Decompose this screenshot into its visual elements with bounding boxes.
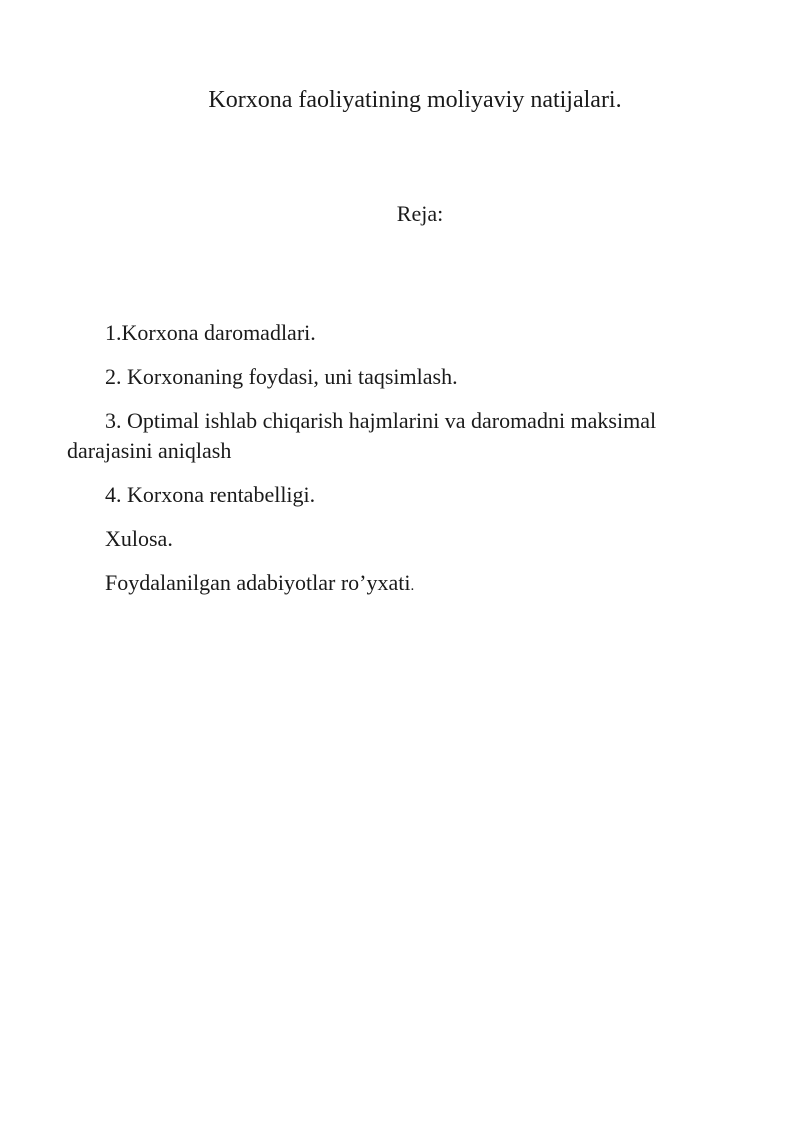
plan-list (67, 318, 727, 615)
plan-item-text: 2. Korxonaning foydasi, uni taqsimlash. (105, 364, 458, 389)
plan-item (67, 362, 727, 392)
plan-item-text: 1.Korxona daromadlari. (105, 320, 316, 345)
plan-item (67, 318, 727, 348)
plan-item (67, 406, 727, 466)
plan-item-trailing-mark: . (410, 578, 415, 594)
plan-item (67, 524, 727, 554)
plan-item-text: 3. Optimal ishlab chiqarish hajmlarini va daromadni maksimal darajasini aniqlash (67, 408, 657, 463)
plan-item (67, 568, 727, 601)
plan-item-text: Foydalanilgan adabiyotlar ro’yxati (105, 570, 411, 595)
plan-item-text: Xulosa. (105, 526, 173, 551)
plan-heading: Reja: (396, 201, 444, 226)
document-title: Korxona faoliyatining moliyaviy natijalari. (208, 87, 622, 113)
plan-item (67, 480, 727, 510)
plan-item-text: 4. Korxona rentabelligi. (105, 482, 316, 507)
